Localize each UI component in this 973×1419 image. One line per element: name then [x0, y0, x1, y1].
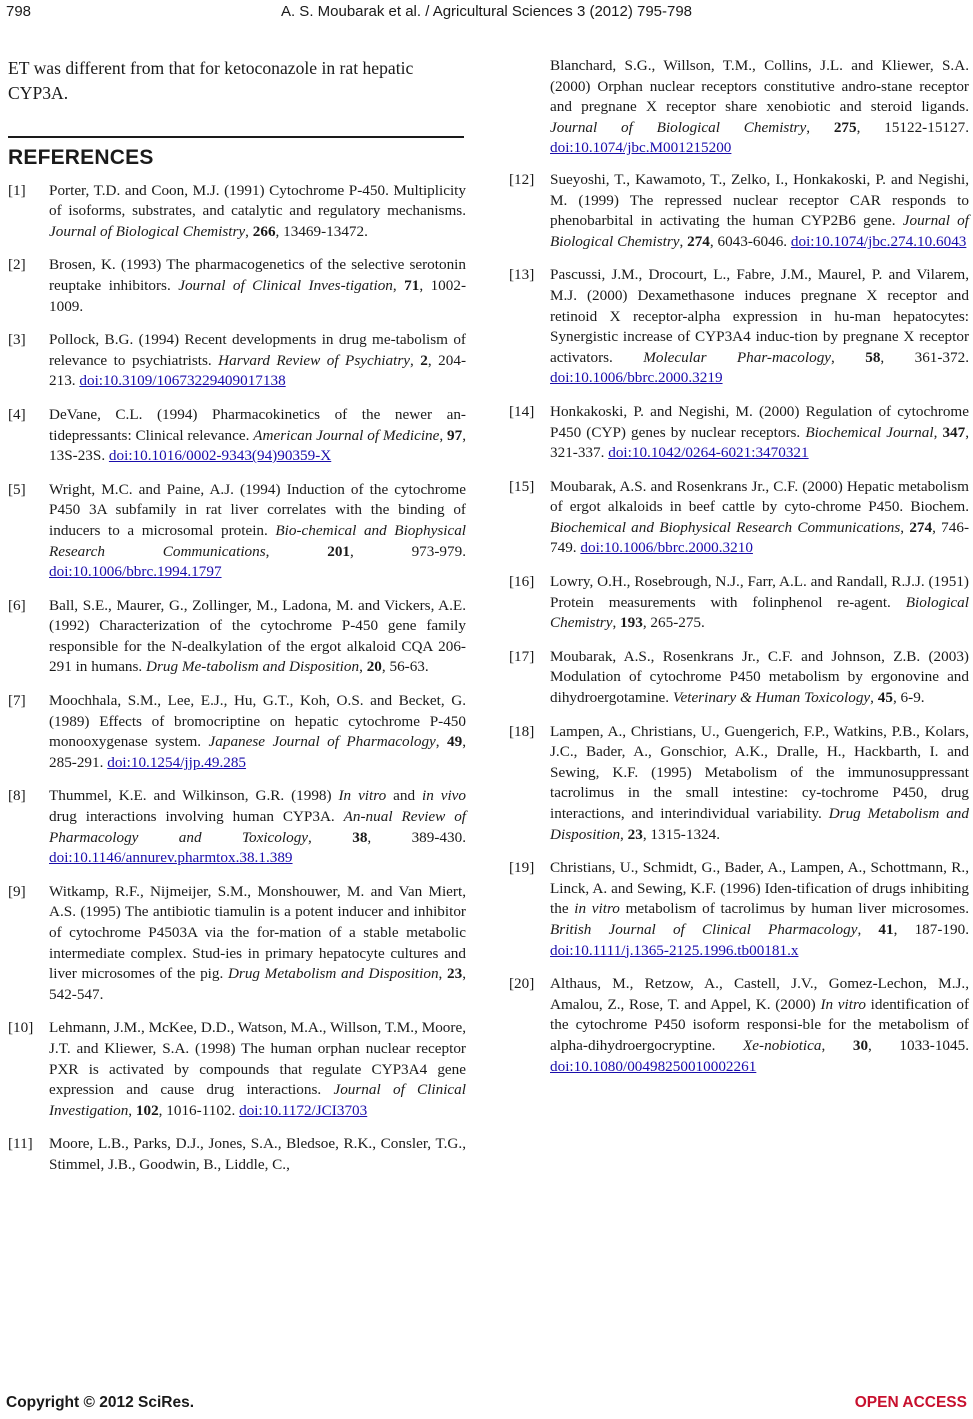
journal-title: Journal of Clinical Inves-tigation [178, 276, 393, 294]
citation-text: , [806, 118, 834, 136]
citation-text: DeVane, C.L. (1994) Pharmacokinetics of the newer an-tidepressants: Clinical relevance. [49, 405, 466, 444]
citation-text: , [821, 1036, 853, 1054]
volume-number: 30 [852, 1036, 869, 1054]
doi-link[interactable]: doi:10.1016/0002-9343(94)90359-X [108, 447, 332, 465]
reference-text [550, 572, 969, 634]
reference-text [550, 170, 969, 252]
citation-text: , [870, 689, 878, 707]
volume-number: 275 [833, 118, 857, 136]
citation-text: , [612, 614, 621, 632]
citation-text: Christians, U., Schmidt, G., Bader, A., Lampen, A., Schottmann, R., Linck, A. and Sewing, K.F. (1996) Iden-tification of drugs inhibiting the [550, 859, 969, 918]
journal-title: Biochemical Journal [805, 423, 934, 441]
journal-title: Biochemical and Biophysical Research Communications [550, 518, 901, 536]
reference-list-right [509, 56, 969, 1077]
doi-link[interactable]: doi:10.1074/jbc.M001215200 [550, 139, 732, 157]
citation-text: Moubarak, A.S. and Rosenkrans Jr., C.F. (2000) Hepatic metabolism of ergot alkaloids in beef cattle by cyto-chrome P450. Biochem. [550, 477, 969, 516]
reference-item [509, 402, 969, 464]
reference-item [509, 722, 969, 846]
reference-text [49, 882, 466, 1006]
reference-text [49, 255, 466, 317]
citation-text: Lampen, A., Christians, U., Guengerich, F.P., Watkins, P.B., Kolars, J.C., Bader, A., Gonschior, A.K., Dralle, H., Hackbarth, I. and Sewing, K.F. (1995) Metabolism of the immunosuppressant tacrolimus in the small intestine: cy-tochrome P450, drug interactions, and interindividual variability. [550, 722, 969, 822]
reference-text [49, 480, 466, 583]
reference-number: [17] [509, 647, 535, 665]
citation-text: , 13S-23S. [49, 426, 466, 465]
reference-item [509, 477, 969, 559]
doi-link[interactable]: doi:10.1172/JCI3703 [239, 1101, 368, 1119]
citation-text: , 204-213. [49, 351, 467, 390]
reference-number: [7] [8, 692, 26, 710]
citation-text: Althaus, M., Retzow, A., Castell, J.V., Gomez-Lechon, M.J., Amalou, Z., Rose, T. and Appel, K. (2000) [550, 975, 969, 1013]
citation-text: , 1033-1045. [868, 1036, 969, 1054]
citation-text: , 1002-1009. [49, 276, 467, 315]
citation-text: , 1315-1324. [642, 825, 721, 843]
citation-text: Lehmann, J.M., McKee, D.D., Watson, M.A., Willson, T.M., Moore, J.T. and Kliewer, S.A. (1998) The human orphan nuclear receptor PXR is activated by compounds that regulate CYP3A4 gene expression and cause drug interactions. [49, 1019, 466, 1099]
reference-text [49, 1134, 466, 1175]
reference-text [49, 786, 466, 868]
citation-text: drug interactions involving human CYP3A. [49, 808, 344, 826]
citation-text: , [438, 965, 448, 983]
journal-title: Journal of Biological Chemistry [550, 212, 969, 250]
reference-item [8, 691, 466, 773]
reference-item [8, 596, 466, 678]
reference-number: [3] [8, 331, 26, 349]
volume-number: 266 [252, 222, 276, 240]
citation-text: , [933, 423, 943, 441]
reference-text [550, 402, 969, 464]
doi-link[interactable]: doi:10.1006/bbrc.2000.3210 [580, 539, 753, 557]
page-footer [6, 1394, 967, 1416]
reference-text [49, 1018, 466, 1121]
citation-text: Blanchard, S.G., Willson, T.M., Collins, J.L. and Kliewer, S.A. (2000) Orphan nuclear receptors constitutive andro-stane receptor and pregnane X receptor share xenobiotic and steroid ligands. [550, 57, 969, 116]
reference-number: [8] [8, 787, 26, 805]
reference-item [8, 882, 466, 1006]
reference-number: [12] [509, 170, 535, 188]
reference-item [8, 255, 466, 317]
citation-text: , 56-63. [381, 658, 429, 676]
journal-title: In vitro [338, 787, 387, 805]
doi-link[interactable]: doi:10.1006/bbrc.2000.3219 [550, 369, 723, 387]
reference-item [8, 786, 466, 868]
reference-item [509, 572, 969, 634]
journal-title: Drug Metabolism and Disposition [227, 965, 439, 983]
volume-number: 58 [865, 348, 881, 366]
citation-text: Sueyoshi, T., Kawamoto, T., Zelko, I., Honkakoski, P. and Negishi, M. (1999) The repressed nuclear receptor CAR responds to phenobarbital in activating the human CYP2B6 gene. [550, 170, 969, 230]
reference-text [550, 722, 969, 846]
citation-text: , 285-291. [49, 733, 466, 771]
running-head: A. S. Moubarak et al. / Agricultural Sciences 3 (2012) 795-798 [280, 3, 693, 20]
citation-text: Thummel, K.E. and Wilkinson, G.R. (1998) [49, 787, 339, 805]
volume-number: 49 [447, 733, 463, 751]
references-heading: REFERENCES [8, 146, 154, 169]
reference-text [49, 405, 466, 467]
reference-number: [14] [509, 402, 535, 420]
citation-text: Moochhala, S.M., Lee, E.J., Hu, G.T., Koh, O.S. and Becket, G. (1989) Effects of bromocriptine on hepatic cytochrome P-450 monooxygenase system. [49, 692, 466, 751]
journal-title: Journal of Biological Chemistry [49, 222, 246, 240]
doi-link[interactable]: doi:10.1146/annurev.pharmtox.38.1.389 [49, 849, 293, 867]
reference-item [509, 858, 969, 961]
open-access-label: OPEN ACCESS [854, 1394, 967, 1411]
copyright-notice: Copyright © 2012 SciRes. [6, 1394, 195, 1411]
citation-text: , 6043-6046. [709, 232, 791, 250]
reference-text [550, 858, 969, 961]
reference-number: [11] [8, 1135, 33, 1153]
reference-number: [15] [509, 477, 535, 495]
reference-number: [19] [509, 859, 535, 877]
citation-text: Moubarak, A.S., Rosenkrans Jr., C.F. and Johnson, Z.B. (2003) Modulation of cytochrome P450 metabolism by ergonovine and dihydroergotamine. [550, 647, 969, 707]
citation-text: identification of the cytochrome P450 isoform responsi-ble for the metabolism of alpha-dihydroergocryptine. [550, 995, 969, 1054]
citation-text: , [128, 1101, 136, 1119]
volume-number: 71 [404, 276, 420, 294]
journal-title: Harvard Review of Psychiatry [218, 351, 410, 369]
volume-number: 20 [366, 658, 382, 676]
citation-text: Lowry, O.H., Rosebrough, N.J., Farr, A.L. and Randall, R.J.J. (1951) Protein measurements with folinphenol re-agent. [550, 573, 969, 611]
reference-number: [10] [8, 1019, 34, 1037]
citation-text: , [245, 222, 253, 240]
citation-text: , 321-337. [550, 423, 970, 462]
journal-title: in vivo [421, 787, 466, 805]
journal-title: Drug Me-tabolism and Disposition [146, 658, 360, 676]
journal-title: Drug Metabolism and Disposition [550, 805, 969, 843]
doi-link[interactable]: doi:10.1006/bbrc.1994.1797 [49, 563, 222, 581]
citation-text: , [265, 542, 328, 560]
citation-text: , [900, 518, 910, 536]
reference-number: [13] [509, 266, 535, 284]
reference-item [8, 330, 466, 392]
section-divider [8, 136, 464, 138]
citation-text: , [392, 276, 405, 294]
reference-number: [4] [8, 405, 26, 423]
right-column [509, 56, 969, 1090]
citation-text: Porter, T.D. and Coon, M.J. (1991) Cytochrome P-450. Multiplicity of isoforms, substrates, and catalytic and regulatory mechanisms. [49, 181, 466, 220]
volume-number: 23 [627, 825, 643, 843]
volume-number: 347 [942, 423, 966, 441]
citation-text: Honkakoski, P. and Negishi, M. (2000) Regulation of cytochrome P450 (CYP) genes by nuclear receptors. [550, 402, 969, 441]
reference-item [8, 405, 466, 467]
reference-item [509, 647, 969, 709]
journal-title: An-nual Review of Pharmacology and Toxicology [49, 808, 467, 846]
intro-paragraph: ET was different from that for ketoconazole in rat hepatic CYP3A. [8, 58, 414, 103]
reference-number: [9] [8, 882, 26, 900]
reference-number: [1] [8, 181, 26, 199]
page-number: 798 [6, 3, 32, 20]
reference-number: [6] [8, 596, 26, 614]
reference-number: [5] [8, 480, 26, 498]
volume-number: 201 [327, 542, 351, 560]
journal-title: American Journal of Medicine [253, 426, 440, 444]
citation-text: Brosen, K. (1993) The pharmacogenetics of the selective serotonin reuptake inhibitors. [49, 256, 466, 294]
doi-link[interactable]: doi:10.1080/00498250010002261 [550, 1057, 757, 1075]
reference-item [509, 170, 969, 252]
reference-item [8, 480, 466, 583]
citation-text: Witkamp, R.F., Nijmeijer, S.M., Monshouwer, M. and Van Miert, A.S. (1995) The antibiotic tiamulin is a potent inducer and inhibitor of cytochrome P4503A via the for-mation of a stable metabolic intermediate complex. Stud-ies in primary hepatocyte cultures and liver microsomes of the pig. [49, 882, 466, 983]
citation-text: , 13469-13472. [275, 222, 368, 240]
volume-number: 274 [687, 232, 710, 250]
citation-text: , [439, 426, 448, 444]
volume-number: 41 [878, 920, 894, 938]
journal-title: Biological Chemistry [550, 593, 969, 632]
citation-text: , [831, 348, 866, 366]
volume-number: 102 [135, 1101, 159, 1119]
citation-text: Wright, M.C. and Paine, A.J. (1994) Induction of the cytochrome P450 3A subfamily in rat liver correlates with the binding of inducers to a microsomal protein. [49, 480, 466, 539]
doi-link[interactable]: doi:10.1111/j.1365-2125.1996.tb00181.x [550, 941, 799, 959]
journal-title: Japanese Journal of Pharmacology [208, 733, 436, 751]
journal-title: Molecular Phar-macology [643, 348, 832, 366]
volume-number: 274 [909, 518, 933, 536]
reference-text [49, 330, 466, 392]
reference-text [550, 56, 969, 159]
citation-text: , [308, 828, 353, 846]
citation-text: , [359, 658, 367, 676]
reference-text [49, 181, 466, 243]
page-header [6, 2, 967, 22]
reference-item [509, 265, 969, 389]
citation-text: , 542-547. [49, 965, 466, 1003]
reference-item [509, 56, 969, 159]
reference-number: [16] [509, 573, 535, 591]
citation-text: Pollock, B.G. (1994) Recent developments in drug me-tabolism of relevance to psychiatrists. [49, 331, 466, 369]
reference-text [550, 477, 969, 559]
reference-text [49, 691, 466, 773]
left-column [8, 56, 466, 1189]
volume-number: 45 [877, 689, 893, 707]
citation-text: , [857, 920, 879, 938]
citation-text: , 187-190. [893, 920, 969, 938]
volume-number: 23 [447, 965, 463, 983]
citation-text: , 6-9. [892, 689, 925, 707]
reference-text [550, 647, 969, 709]
reference-item [8, 181, 466, 243]
reference-item [8, 1134, 466, 1175]
citation-text: metabolism of tacrolimus by human liver microsomes. [619, 900, 969, 918]
journal-title: Xe-nobiotica [743, 1036, 822, 1054]
doi-link[interactable]: doi:10.1254/jjp.49.285 [107, 753, 247, 771]
reference-number: [2] [8, 256, 26, 274]
journal-title: Bio-chemical and Biophysical Research Communications [49, 521, 467, 560]
volume-number: 2 [420, 351, 428, 369]
citation-text: and [386, 787, 422, 805]
citation-text: , 389-430. [367, 828, 466, 846]
citation-text: , [620, 825, 628, 843]
journal-title: Veterinary & Human Toxicology [672, 689, 871, 707]
reference-text [49, 596, 466, 678]
citation-text: , 265-275. [642, 614, 705, 632]
volume-number: 193 [620, 614, 643, 632]
journal-title: British Journal of Clinical Pharmacology [550, 920, 858, 938]
citation-text: Moore, L.B., Parks, D.J., Jones, S.A., Bledsoe, R.K., Consler, T.G., Stimmel, J.B., Goodwin, B., Liddle, C., [49, 1135, 466, 1173]
reference-item [8, 1018, 466, 1121]
citation-text: , [679, 232, 688, 250]
citation-text: Ball, S.E., Maurer, G., Zollinger, M., Ladona, M. and Vickers, A.E. (1992) Characterization of the cytochrome P-450 gene family responsible for the N-dealkylation of the ergot alkaloid CQA 206-291 in humans. [49, 596, 466, 676]
journal-title: Journal of Biological Chemistry [550, 118, 807, 136]
citation-text: , [410, 351, 421, 369]
citation-text: , 746-749. [550, 518, 969, 557]
citation-text: , 973-979. [350, 542, 467, 560]
reference-text [550, 974, 969, 1077]
reference-item [509, 974, 969, 1077]
journal-title: In vitro [820, 995, 866, 1013]
doi-link[interactable]: doi:10.3109/10673229409017138 [79, 372, 286, 390]
citation-text: Pascussi, J.M., Drocourt, L., Fabre, J.M., Maurel, P. and Vilarem, M.J. (2000) Dexamethasone induces pregnane X receptor and retinoid X receptor-alpha expression in hu-man hepatocytes: Synergistic increase of CYP3A4 induc-tion by pregnane X receptor activators. [550, 266, 969, 366]
citation-text: , 15122-15127. [856, 118, 969, 136]
volume-number: 97 [447, 426, 463, 444]
reference-number: [18] [509, 722, 535, 740]
volume-number: 38 [352, 828, 368, 846]
citation-text: , 361-372. [880, 348, 970, 366]
journal-title: Journal of Clinical Investigation [49, 1081, 466, 1119]
journal-title: in vitro [574, 900, 620, 918]
citation-text: , [435, 733, 448, 751]
doi-link[interactable]: doi:10.1042/0264-6021:3470321 [608, 444, 809, 462]
reference-list-left [8, 181, 466, 1176]
doi-link[interactable]: doi:10.1074/jbc.274.10.6043 [790, 232, 967, 250]
reference-number: [20] [509, 975, 535, 993]
citation-text: , 1016-1102. [158, 1101, 240, 1119]
reference-text [550, 265, 969, 389]
